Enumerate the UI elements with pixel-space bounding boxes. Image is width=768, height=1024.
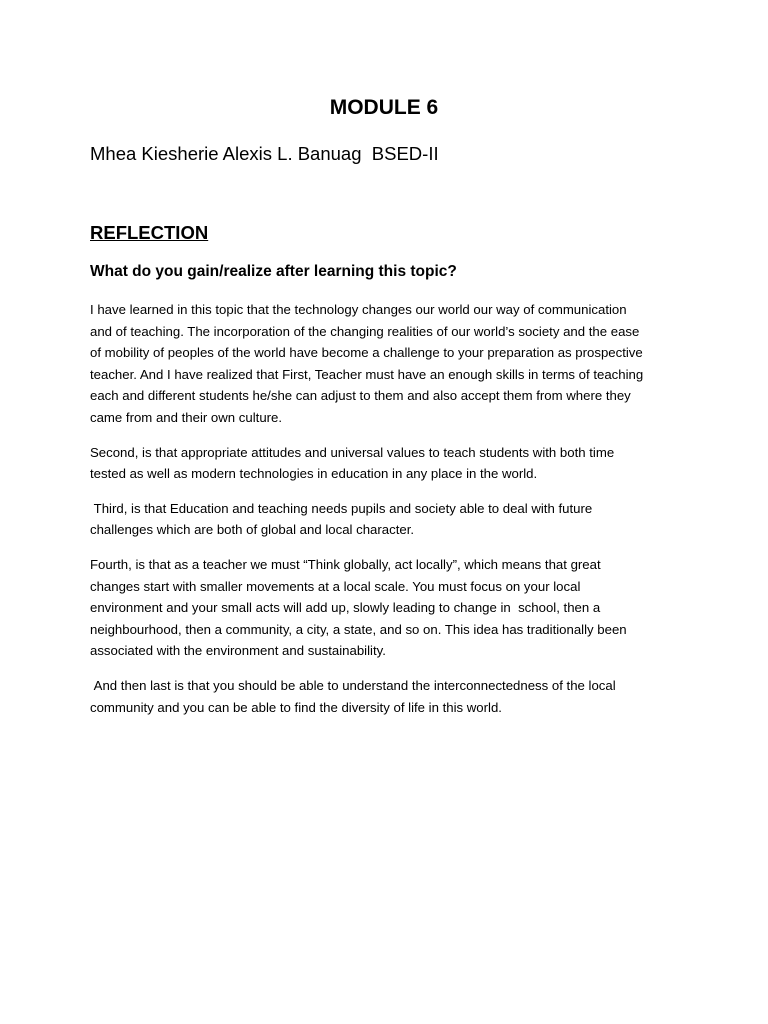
- reflection-question: What do you gain/realize after learning this topic?: [90, 263, 457, 280]
- paragraph-1: I have learned in this topic that the technology changes our world our way of communication and of teaching. The incorporation of the changing realities of our world’s society and the ease of mobility of peoples of the world have become a challenge to your preparation as prospective teacher. And I have realized that First, Teacher must have an enough skills in terms of teaching each and different students he/she can adjust to them and also accept them from where they came from and their own culture.: [90, 302, 644, 425]
- paragraph-3: Third, is that Education and teaching needs pupils and society able to deal with future challenges which are both of global and local character.: [90, 500, 593, 538]
- section-heading: REFLECTION: [90, 222, 209, 243]
- page-title: MODULE 6: [329, 96, 439, 119]
- paragraph-4: Fourth, is that as a teacher we must “Think globally, act locally”, which means that great changes start with smaller movements at a local scale. You must focus on your local environment and your small acts will add up, slowly leading to change in school, then a neighbourhood, then a community, a city, a state, and so on. This idea has traditionally been associated with the environment and sustainability.: [90, 556, 627, 659]
- paragraph-2: Second, is that appropriate attitudes and universal values to teach students with both time tested as well as modern technologies in education in any place in the world.: [90, 444, 615, 482]
- reflection-body: [90, 299, 685, 731]
- paragraph-5: And then last is that you should be able to understand the interconnectedness of the local community and you can be able to find the diversity of life in this world.: [90, 677, 616, 715]
- author-line: Mhea Kiesherie Alexis L. Banuag BSED-II: [90, 143, 439, 164]
